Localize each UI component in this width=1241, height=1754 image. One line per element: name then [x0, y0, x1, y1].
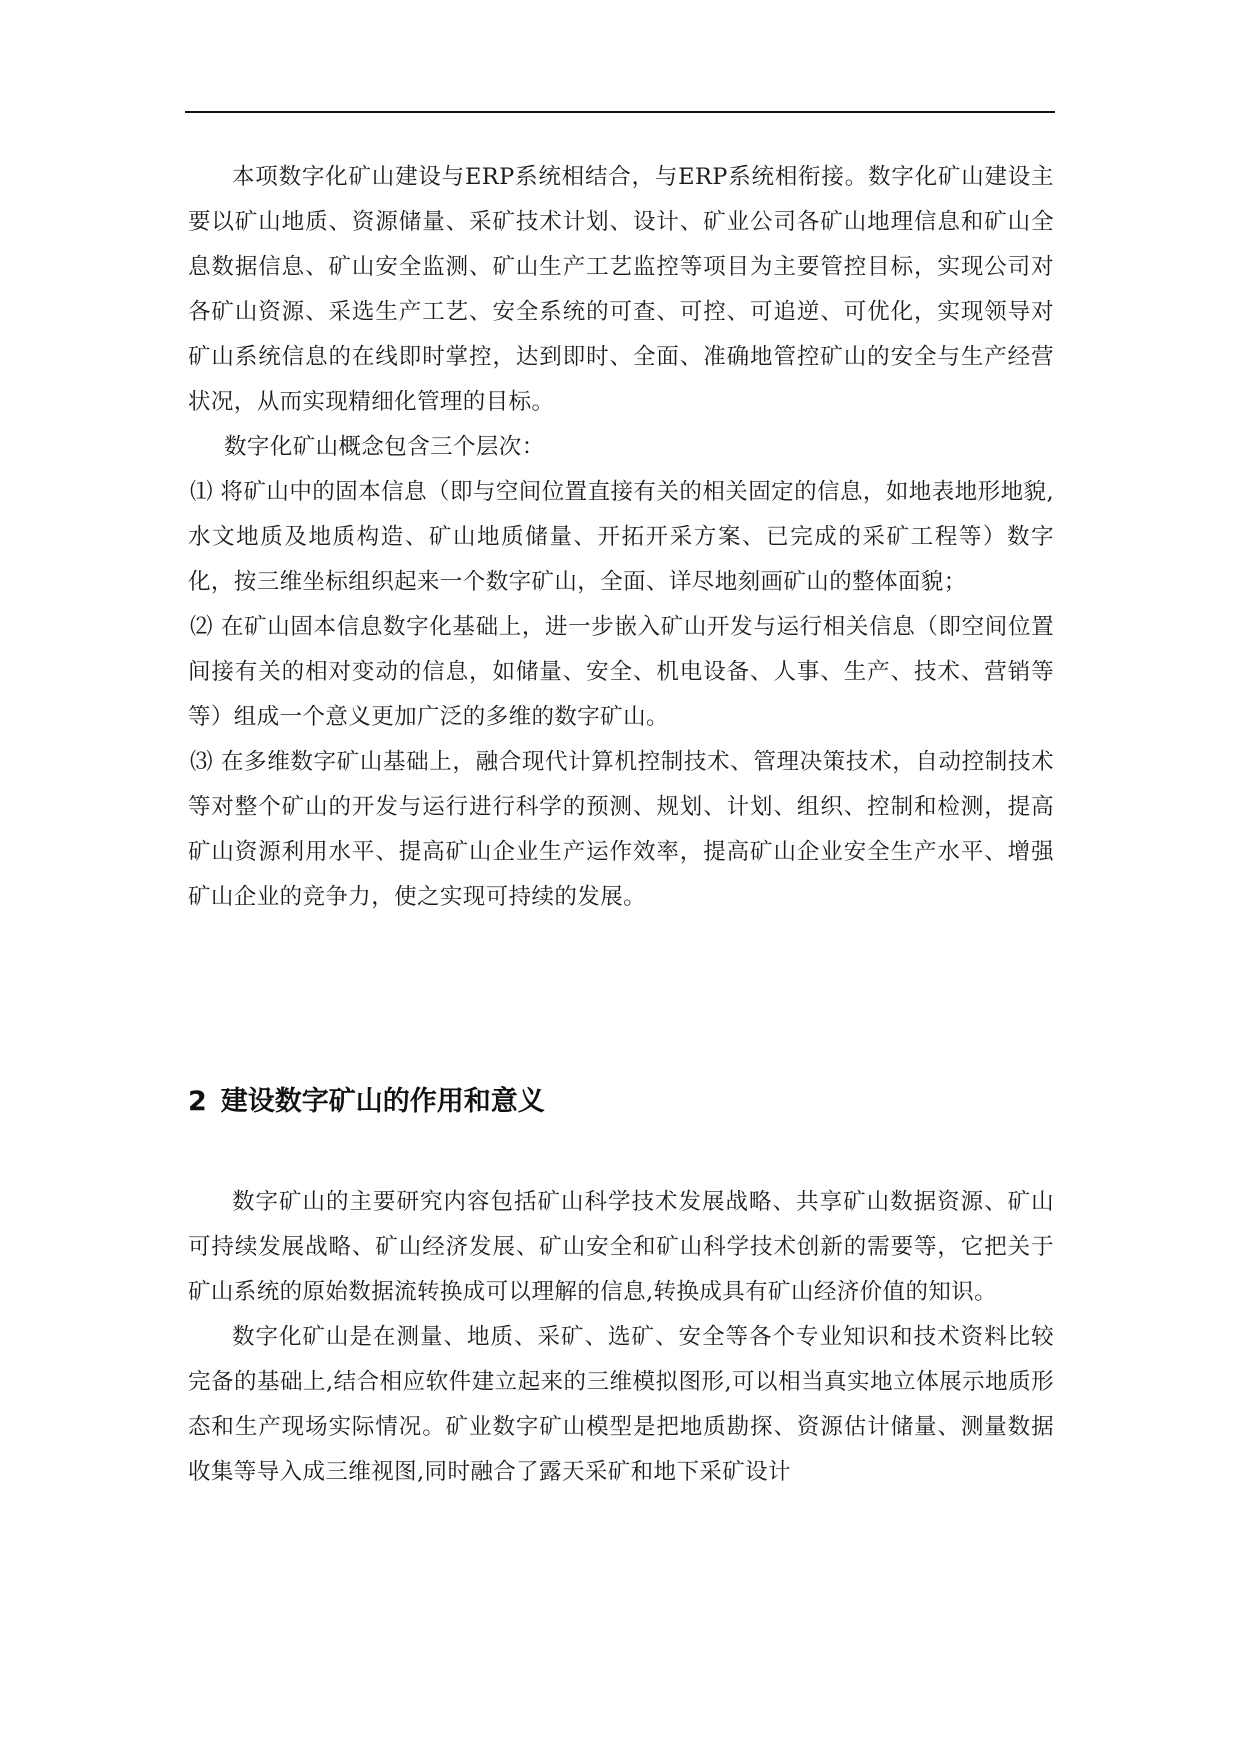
paragraph-erp-integration: 本项数字化矿山建设与ERP系统相结合，与ERP系统相衔接。数字化矿山建设主要以矿山地质、资源储量、采矿技术计划、设计、矿业公司各矿山地理信息和矿山全息数据信息、矿山安全监测、矿山生产工艺监控等项目为主要管控目标，实现公司对各矿山资源、采选生产工艺、安全系统的可查、可控、可追逆、可优化，实现领导对矿山系统信息的在线即时掌控，达到即时、全面、准确地管控矿山的安全与生产经营状况，从而实现精细化管理的目标。	[188, 164, 1054, 415]
section-role-significance	[188, 1180, 1054, 1495]
section-intro	[188, 155, 1054, 920]
paragraph-level-2: ⑵ 在矿山固本信息数字化基础上，进一步嵌入矿山开发与运行相关信息（即空间位置间接有关的相对变动的信息，如储量、安全、机电设备、人事、生产、技术、营销等等）组成一个意义更加广泛的多维的数字矿山。	[188, 614, 1054, 730]
paragraph-research-content: 数字矿山的主要研究内容包括矿山科学技术发展战略、共享矿山数据资源、矿山可持续发展战略、矿山经济发展、矿山安全和矿山科学技术创新的需要等，它把关于矿山系统的原始数据流转换成可以理解的信息,转换成具有矿山经济价值的知识。	[188, 1189, 1054, 1305]
paragraph-digital-mine-model: 数字化矿山是在测量、地质、采矿、选矿、安全等各个专业知识和技术资料比较完备的基础上,结合相应软件建立起来的三维模拟图形,可以相当真实地立体展示地质形态和生产现场实际情况。矿业数字矿山模型是把地质勘探、资源估计储量、测量数据收集等导入成三维视图,同时融合了露天采矿和地下采矿设计	[188, 1324, 1054, 1485]
paragraph-three-levels-intro: 数字化矿山概念包含三个层次：	[224, 434, 545, 460]
paragraph-level-1: ⑴ 将矿山中的固本信息（即与空间位置直接有关的相关固定的信息，如地表地形地貌,水文地质及地质构造、矿山地质储量、开拓开采方案、已完成的采矿工程等）数字化，按三维坐标组织起来一个数字矿山，全面、详尽地刻画矿山的整体面貌；	[188, 479, 1054, 595]
section-title: 建设数字矿山的作用和意义	[220, 1086, 545, 1117]
header-rule	[185, 111, 1055, 113]
section-number: 2	[188, 1086, 207, 1117]
paragraph-level-3: ⑶ 在多维数字矿山基础上，融合现代计算机控制技术、管理决策技术，自动控制技术等对整个矿山的开发与运行进行科学的预测、规划、计划、组织、控制和检测，提高矿山资源利用水平、提高矿山企业生产运作效率，提高矿山企业安全生产水平、增强矿山企业的竞争力，使之实现可持续的发展。	[188, 749, 1054, 910]
section-heading	[188, 1082, 545, 1122]
